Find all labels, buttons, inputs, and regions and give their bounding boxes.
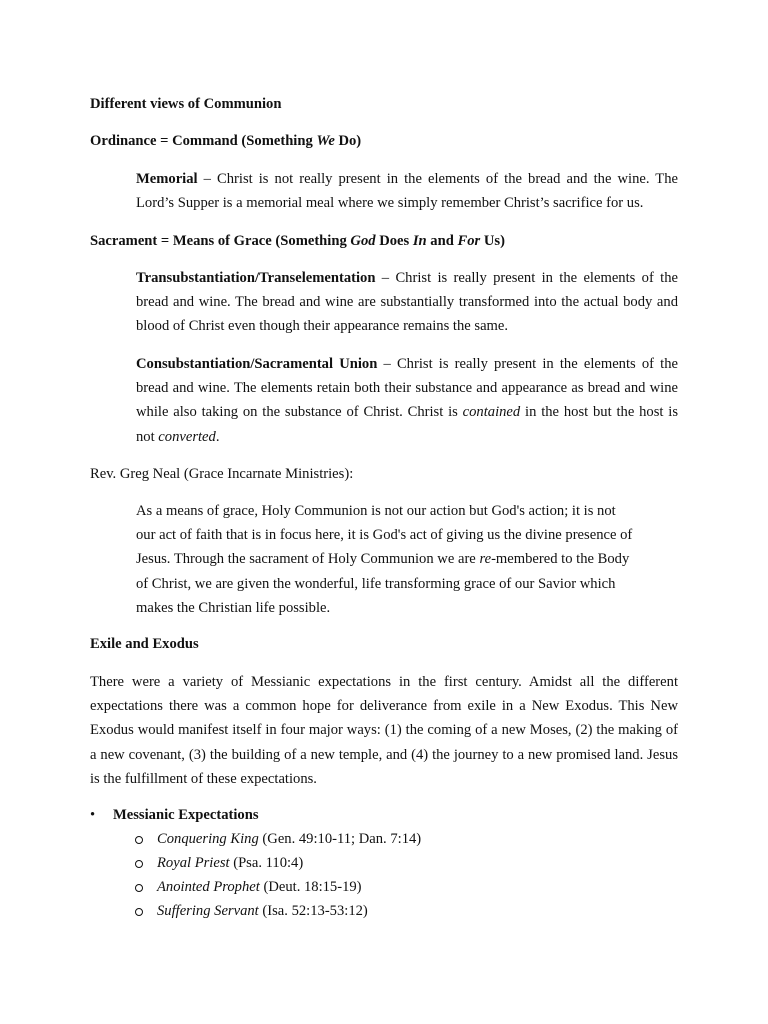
memorial-paragraph: Memorial – Christ is not really present in the elements of the bread and the wine. The Lord’s Supper is a memorial meal where we simply remember Christ’s sacrifice for us. [136,171,678,212]
circle-bullet-icon [135,836,143,844]
circle-bullet-icon [135,908,143,916]
messianic-label: Messianic Expectations [113,807,259,823]
list-item: Royal Priest (Psa. 110:4) [135,851,678,875]
list-item: Anointed Prophet (Deut. 18:15-19) [135,875,678,899]
exile-paragraph: There were a variety of Messianic expectations in the first century. Amidst all the different expectations there was a common hope for deliverance from exile in a New Exodus. This New Exodus would manifest itself in four major ways: (1) the coming of a new Moses, (2) the making of a new covenant, (3) the building of a new temple, and (4) the journey to a new promised land. Jesus is the fulfillment of these expectations. [90,674,678,787]
sacrament-heading: Sacrament = Means of Grace (Something God Does In and For Us) [90,233,505,249]
transubstantiation-paragraph: Transubstantiation/Transelementation – Christ is really present in the elements of the bread and wine. The bread and wine are substantially transformed into the actual body and blood of Christ even though their appearance remains the same. [136,270,678,335]
list-item: Conquering King (Gen. 49:10-11; Dan. 7:14) [135,827,678,851]
quote-attribution: Rev. Greg Neal (Grace Incarnate Ministries): [90,466,354,482]
section-heading-communion: Different views of Communion [90,96,282,112]
messianic-sublist [135,827,678,923]
quote-block: As a means of grace, Holy Communion is not our action but God's action; it is not our act of faith that is in focus here, it is God's act of giving us the divine presence of Jesus. Through the sacrament of Holy Communion we are re-membered to the Body of Christ, we are given the wonderful, life transforming grace of our Savior which makes the Christian life possible. [136,503,633,616]
circle-bullet-icon [135,884,143,892]
consubstantiation-paragraph: Consubstantiation/Sacramental Union – Christ is really present in the elements of the bread and wine. The elements retain both their substance and appearance as bread and wine while also taking on the substance of Christ. Christ is contained in the host but the host is not converted. [136,356,679,445]
messianic-bullet-item [90,803,678,923]
bullet-icon: • [90,807,96,823]
consubstantiation-term: Consubstantiation/Sacramental Union [136,356,378,372]
ordinance-heading: Ordinance = Command (Something We Do) [90,133,362,149]
memorial-term: Memorial [136,171,198,187]
list-item: Suffering Servant (Isa. 52:13-53:12) [135,899,678,923]
transubstantiation-term: Transubstantiation/Transelementation [136,270,376,286]
exile-heading: Exile and Exodus [90,636,199,652]
messianic-list [90,803,678,923]
circle-bullet-icon [135,860,143,868]
